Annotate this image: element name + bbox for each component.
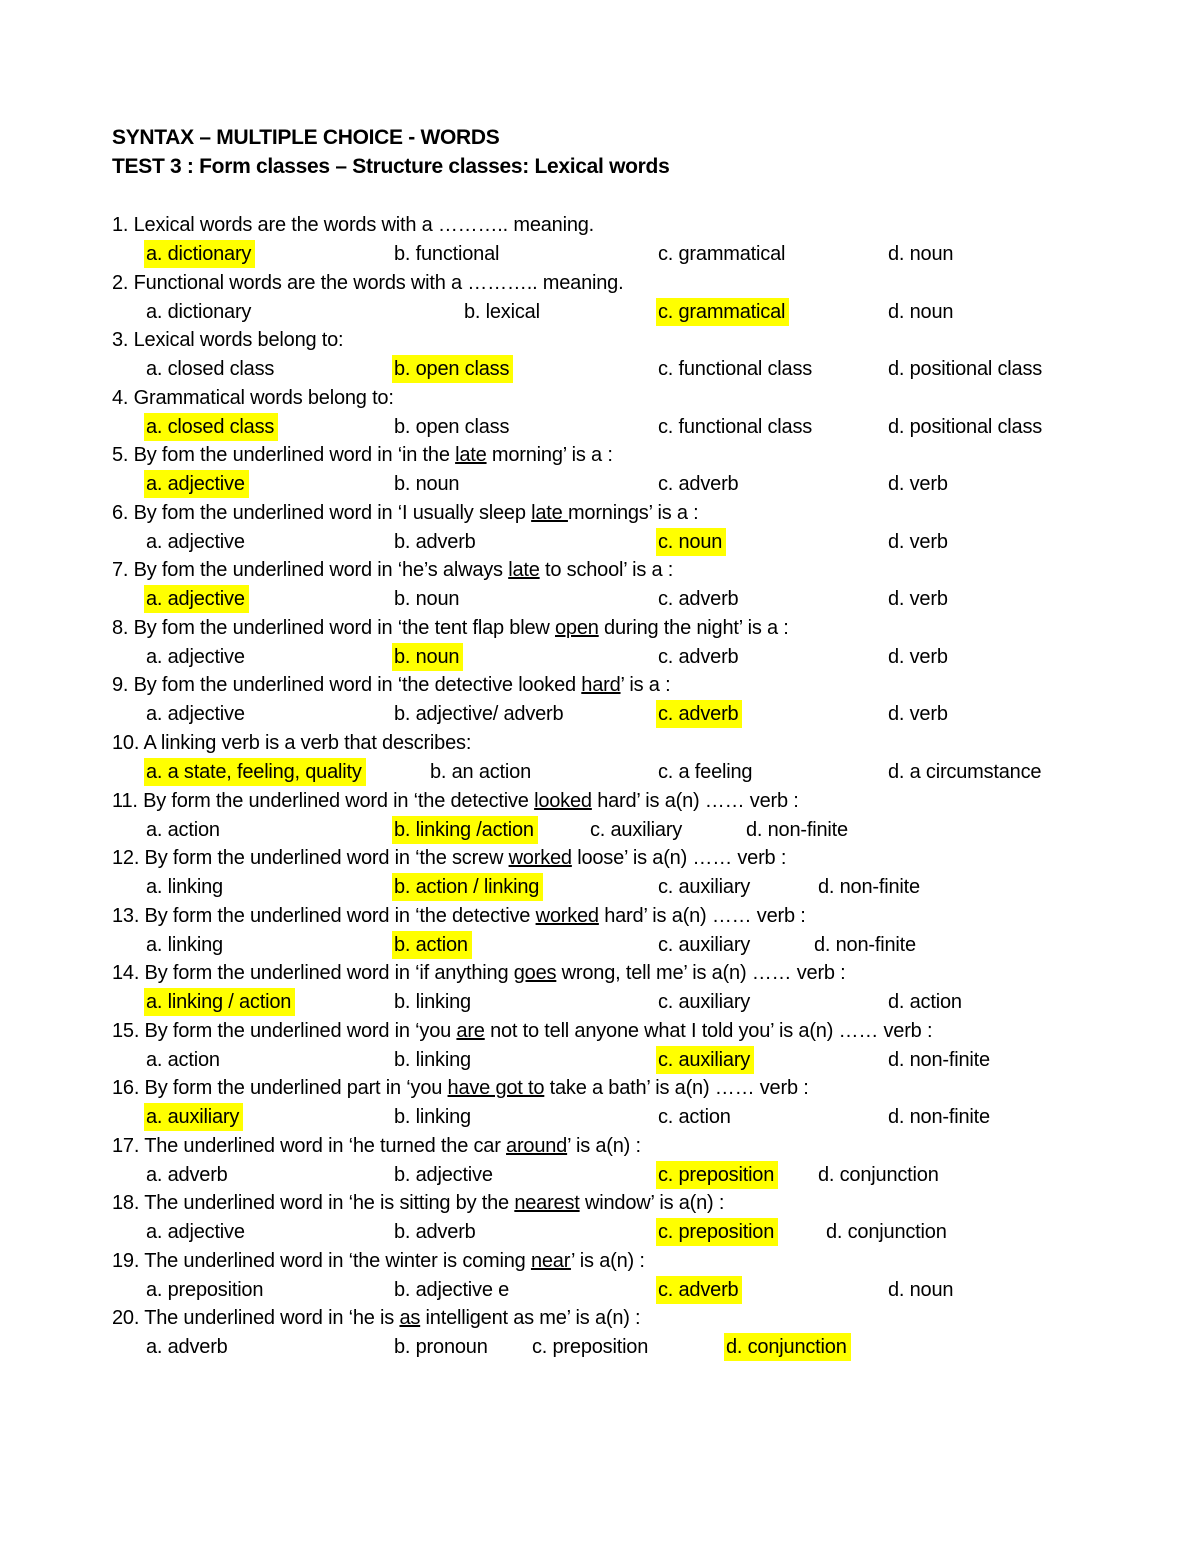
question-prompt-end: hard’ is a(n) …… verb : xyxy=(591,789,799,812)
question-row xyxy=(0,269,1200,297)
question-prompt-end: not to tell anyone what I told you’ is a(n) …… verb : xyxy=(484,1019,933,1042)
answer-option: c. auxiliary xyxy=(658,991,751,1014)
options-row xyxy=(0,1333,1200,1361)
question-prompt: 7. By fom the underlined word in ‘he’s always xyxy=(112,559,509,582)
question-prompt: 19. The underlined word in ‘the winter is coming xyxy=(112,1249,531,1272)
answer-option: b. adjective e xyxy=(394,1278,510,1301)
question-text xyxy=(112,1189,724,1217)
question-text xyxy=(112,556,673,584)
answer-option: d. action xyxy=(888,991,962,1014)
answer-option-correct: c. auxiliary xyxy=(656,1046,754,1074)
question-text xyxy=(112,614,789,642)
question-prompt: 9. By fom the underlined word in ‘the detective looked xyxy=(112,674,582,697)
options-row xyxy=(0,413,1200,441)
answer-option: c. a feeling xyxy=(658,760,753,783)
answer-option: b. adjective/ adverb xyxy=(394,703,564,726)
question-row xyxy=(0,844,1200,872)
question-text xyxy=(112,211,594,239)
question-row xyxy=(0,326,1200,354)
options-row xyxy=(0,700,1200,728)
answer-option-correct: a. dictionary xyxy=(144,240,255,268)
answer-option-correct: b. open class xyxy=(392,355,513,383)
question-row xyxy=(0,729,1200,757)
question-row xyxy=(0,211,1200,239)
question-prompt: 20. The underlined word in ‘he is xyxy=(112,1307,400,1330)
options-row xyxy=(0,528,1200,556)
question-prompt-end: during the night’ is a : xyxy=(598,616,789,639)
question-row xyxy=(0,1017,1200,1045)
underlined-word: nearest xyxy=(514,1192,580,1215)
options-row xyxy=(0,758,1200,786)
answer-option: d. noun xyxy=(888,243,954,265)
question-prompt-end: mornings’ is a : xyxy=(567,501,699,524)
options-row xyxy=(0,240,1200,268)
answer-option: b. an action xyxy=(430,760,532,783)
answer-option-correct: c. adverb xyxy=(656,1276,742,1304)
question-text xyxy=(112,844,786,872)
options-row xyxy=(0,585,1200,613)
options-row xyxy=(0,1276,1200,1304)
answer-option: d. verb xyxy=(888,703,948,726)
answer-option: b. adverb xyxy=(394,530,476,553)
question-row xyxy=(0,1074,1200,1102)
answer-option: b. linking xyxy=(394,991,471,1014)
answer-option: c. action xyxy=(658,1106,731,1129)
answer-option-correct: b. linking /action xyxy=(392,816,538,844)
answer-option: b. lexical xyxy=(464,300,540,323)
answer-option: a. adjective xyxy=(146,530,245,553)
answer-option-correct: a. linking / action xyxy=(144,988,295,1016)
answer-option: d. positional class xyxy=(888,415,1043,438)
question-row xyxy=(0,1247,1200,1275)
answer-option: d. verb xyxy=(888,588,948,611)
answer-option-correct: a. adjective xyxy=(144,470,249,498)
question-text xyxy=(112,499,699,527)
answer-option: c. grammatical xyxy=(658,243,786,265)
answer-option-correct: b. noun xyxy=(392,643,463,671)
question-prompt: 5. By fom the underlined word in ‘in the xyxy=(112,444,456,467)
answer-option-correct: c. adverb xyxy=(656,700,742,728)
answer-option-correct: a. a state, feeling, quality xyxy=(144,758,366,786)
document-subtitle: TEST 3 : Form classes – Structure classes: Lexical words xyxy=(112,155,670,178)
question-prompt-end: morning’ is a : xyxy=(486,444,613,467)
options-row xyxy=(0,873,1200,901)
question-text xyxy=(112,1017,932,1045)
question-row xyxy=(0,614,1200,642)
underlined-word: goes xyxy=(513,962,557,985)
question-text xyxy=(112,729,471,757)
answer-option: a. adverb xyxy=(146,1163,228,1186)
answer-option: a. linking xyxy=(146,876,223,899)
answer-option: a. adjective xyxy=(146,1221,245,1244)
question-row xyxy=(0,384,1200,412)
answer-option: d. non-finite xyxy=(814,933,916,956)
options-row xyxy=(0,470,1200,498)
answer-option-correct: c. grammatical xyxy=(656,298,789,326)
answer-option: b. linking xyxy=(394,1048,471,1071)
answer-option: c. functional class xyxy=(658,358,813,381)
question-prompt: 15. By form the underlined word in ‘you xyxy=(112,1019,457,1042)
question-row xyxy=(0,1304,1200,1332)
answer-option: d. verb xyxy=(888,645,948,668)
options-row xyxy=(0,988,1200,1016)
question-prompt: 11. By form the underlined word in ‘the detective xyxy=(112,789,535,812)
answer-option: d. positional class xyxy=(888,358,1043,381)
answer-option: d. noun xyxy=(888,300,954,323)
answer-option: c. adverb xyxy=(658,588,739,611)
question-text xyxy=(112,441,613,469)
answer-option: c. functional class xyxy=(658,415,813,438)
answer-option: d. non-finite xyxy=(888,1106,990,1129)
answer-option: c. adverb xyxy=(658,645,739,668)
question-prompt-end: to school’ is a : xyxy=(539,559,674,582)
answer-option: c. auxiliary xyxy=(590,818,683,841)
question-row xyxy=(0,1132,1200,1160)
answer-option: d. non-finite xyxy=(888,1048,990,1071)
question-prompt-end: take a bath’ is a(n) …… verb : xyxy=(544,1077,809,1100)
question-text xyxy=(112,1304,640,1332)
options-row xyxy=(0,1046,1200,1074)
question-text xyxy=(112,902,806,930)
question-text xyxy=(112,959,846,987)
answer-option: b. adverb xyxy=(394,1221,476,1244)
question-text xyxy=(112,384,394,412)
question-text xyxy=(112,1247,645,1275)
underlined-word: around xyxy=(506,1134,568,1157)
options-row xyxy=(0,643,1200,671)
answer-option: d. conjunction xyxy=(818,1163,939,1186)
answer-option: a. dictionary xyxy=(146,300,252,323)
question-prompt-end: window’ is a(n) : xyxy=(579,1192,725,1215)
underlined-word: looked xyxy=(534,789,592,812)
question-row xyxy=(0,671,1200,699)
answer-option: d. non-finite xyxy=(818,876,920,899)
answer-option-correct: b. action xyxy=(392,931,472,959)
answer-option-correct: c. noun xyxy=(656,528,726,556)
answer-option: c. preposition xyxy=(532,1336,649,1359)
question-text xyxy=(112,671,670,699)
question-prompt-end: intelligent as me’ is a(n) : xyxy=(420,1307,641,1330)
answer-option: b. functional xyxy=(394,243,500,265)
underlined-word: late xyxy=(531,501,568,524)
question-text xyxy=(112,269,623,297)
answer-option: a. linking xyxy=(146,933,223,956)
answer-option: b. noun xyxy=(394,473,460,496)
question-prompt: 17. The underlined word in ‘he turned the car xyxy=(112,1134,507,1157)
answer-option: b. noun xyxy=(394,588,460,611)
answer-option: a. preposition xyxy=(146,1278,264,1301)
question-row xyxy=(0,959,1200,987)
answer-option: a. action xyxy=(146,1048,220,1071)
underlined-word: late xyxy=(508,559,540,582)
answer-option: a. closed class xyxy=(146,358,275,381)
options-row xyxy=(0,1103,1200,1131)
answer-option: d. conjunction xyxy=(826,1221,947,1244)
options-row xyxy=(0,1218,1200,1246)
question-text xyxy=(112,1132,641,1160)
options-row xyxy=(0,1161,1200,1189)
question-row xyxy=(0,441,1200,469)
underlined-word: as xyxy=(399,1307,421,1330)
question-prompt: 12. By form the underlined word in ‘the screw xyxy=(112,847,509,870)
answer-option: d. noun xyxy=(888,1278,954,1301)
question-prompt: 6. By fom the underlined word in ‘I usually sleep xyxy=(112,501,532,524)
question-prompt-end: hard’ is a(n) …… verb : xyxy=(598,904,806,927)
question-prompt: 1. Lexical words are the words with a ……….. meaning. xyxy=(112,214,595,236)
question-prompt: 4. Grammatical words belong to: xyxy=(112,386,394,409)
answer-option: b. linking xyxy=(394,1106,471,1129)
question-prompt: 3. Lexical words belong to: xyxy=(112,329,344,352)
options-row xyxy=(0,816,1200,844)
answer-option-correct: c. preposition xyxy=(656,1218,778,1246)
answer-option: a. adjective xyxy=(146,645,245,668)
underlined-word: near xyxy=(530,1249,571,1272)
answer-option-correct: b. action / linking xyxy=(392,873,543,901)
question-prompt: 8. By fom the underlined word in ‘the tent flap blew xyxy=(112,616,555,639)
question-prompt: 16. By form the underlined part in ‘you xyxy=(112,1077,448,1100)
question-prompt-end: loose’ is a(n) …… verb : xyxy=(571,847,787,870)
underlined-word: have got to xyxy=(447,1077,545,1100)
question-prompt-end: wrong, tell me’ is a(n) …… verb : xyxy=(556,962,846,985)
question-prompt: 13. By form the underlined word in ‘the detective xyxy=(112,904,536,927)
answer-option: d. verb xyxy=(888,473,948,496)
question-prompt-end: ’ is a(n) : xyxy=(570,1249,645,1272)
answer-option: c. auxiliary xyxy=(658,933,751,956)
options-row xyxy=(0,355,1200,383)
question-prompt: 10. A linking verb is a verb that describes: xyxy=(112,731,472,754)
underlined-word: open xyxy=(555,616,599,639)
underlined-word: hard xyxy=(581,674,621,697)
answer-option: b. pronoun xyxy=(394,1336,488,1359)
question-prompt: 18. The underlined word in ‘he is sitting by the xyxy=(112,1192,515,1215)
underlined-word: are xyxy=(456,1019,485,1042)
answer-option-correct: d. conjunction xyxy=(724,1333,851,1361)
answer-option-correct: a. auxiliary xyxy=(144,1103,243,1131)
answer-option: d. verb xyxy=(888,530,948,553)
question-prompt-end: ’ is a : xyxy=(620,674,671,697)
question-row xyxy=(0,499,1200,527)
answer-option: c. auxiliary xyxy=(658,876,751,899)
question-text xyxy=(112,787,799,815)
underlined-word: worked xyxy=(508,847,572,870)
answer-option: a. adverb xyxy=(146,1336,228,1359)
answer-option: a. adjective xyxy=(146,703,245,726)
answer-option: d. non-finite xyxy=(746,818,848,841)
answer-option: a. action xyxy=(146,818,220,841)
question-row xyxy=(0,556,1200,584)
answer-option-correct: a. closed class xyxy=(144,413,278,441)
answer-option: c. adverb xyxy=(658,473,739,496)
question-prompt: 2. Functional words are the words with a ……….. meaning. xyxy=(112,271,624,294)
question-row xyxy=(0,1189,1200,1217)
question-text xyxy=(112,326,343,354)
question-row xyxy=(0,902,1200,930)
question-prompt: 14. By form the underlined word in ‘if anything xyxy=(112,962,514,985)
options-row xyxy=(0,931,1200,959)
question-text xyxy=(112,1074,809,1102)
answer-option: d. a circumstance xyxy=(888,760,1042,783)
document-title: SYNTAX – MULTIPLE CHOICE - WORDS xyxy=(112,126,500,149)
question-prompt-end: ’ is a(n) : xyxy=(567,1134,641,1157)
answer-option: b. adjective xyxy=(394,1163,493,1186)
answer-option: b. open class xyxy=(394,415,510,438)
underlined-word: late xyxy=(455,444,487,467)
answer-option-correct: c. preposition xyxy=(656,1161,778,1189)
underlined-word: worked xyxy=(535,904,599,927)
options-row xyxy=(0,298,1200,326)
question-row xyxy=(0,787,1200,815)
answer-option-correct: a. adjective xyxy=(144,585,249,613)
